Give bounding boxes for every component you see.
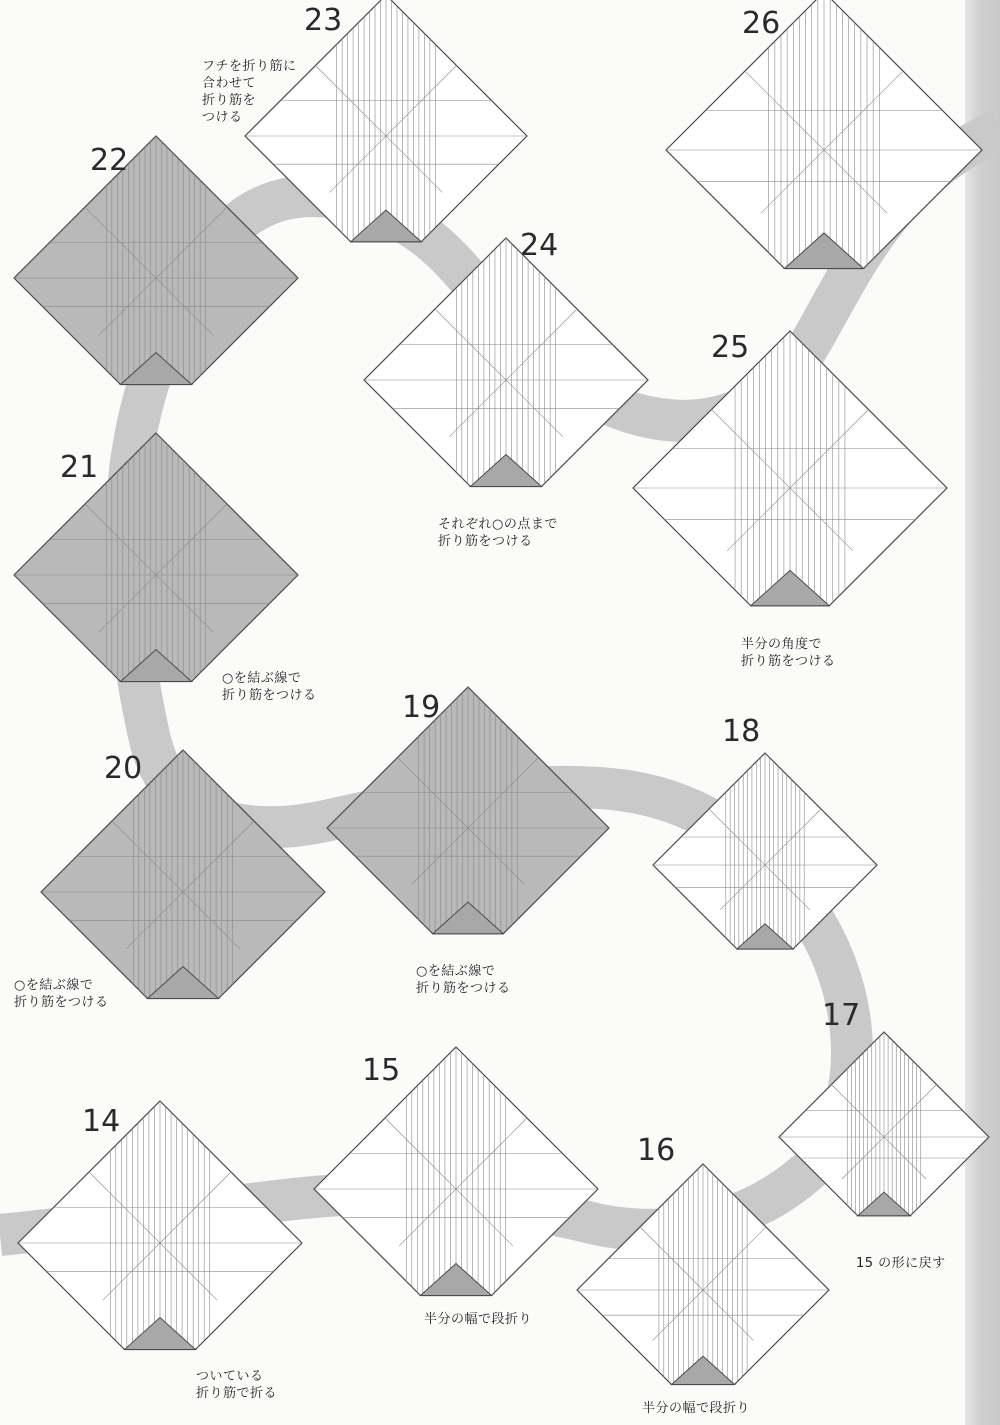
step-23-note: フチを折り筋に 合わせて 折り筋を つける — [202, 59, 297, 125]
step-18-number: 18 — [722, 714, 761, 749]
step-24-diagram — [364, 238, 648, 487]
step-15-diagram — [314, 1047, 598, 1296]
step-25-note: 半分の角度で 折り筋をつける — [741, 637, 836, 669]
step-16-number: 16 — [637, 1133, 676, 1168]
step-19-note: ○を結ぶ線で 折り筋をつける — [416, 964, 511, 996]
step-23-number: 23 — [304, 3, 343, 38]
step-21-diagram — [14, 433, 298, 682]
step-20-diagram — [41, 750, 325, 999]
step-18-diagram — [653, 753, 877, 949]
step-26-number: 26 — [742, 6, 781, 41]
step-14-diagram — [18, 1101, 302, 1350]
step-16-note: 半分の幅で段折り — [642, 1401, 751, 1416]
step-22-diagram — [14, 136, 298, 385]
step-17-number: 17 — [822, 998, 861, 1033]
step-21-number: 21 — [60, 450, 99, 485]
step-24-note: それぞれ○の点まで 折り筋をつける — [438, 517, 558, 549]
step-14-number: 14 — [82, 1104, 121, 1139]
step-15-note: 半分の幅で段折り — [424, 1312, 533, 1327]
step-20-number: 20 — [104, 751, 143, 786]
step-22-number: 22 — [90, 143, 129, 178]
step-26-diagram — [666, 0, 982, 269]
step-15-number: 15 — [362, 1053, 401, 1088]
step-25-diagram — [633, 331, 947, 606]
step-19-number: 19 — [402, 690, 441, 725]
step-20-note: ○を結ぶ線で 折り筋をつける — [14, 978, 109, 1010]
step-21-note: ○を結ぶ線で 折り筋をつける — [222, 671, 317, 703]
step-17-note: 15 の形に戻す — [856, 1256, 946, 1271]
step-19-diagram — [327, 687, 609, 934]
step-24-number: 24 — [520, 228, 559, 263]
step-14-note: ついている 折り筋で折る — [196, 1369, 278, 1401]
step-25-number: 25 — [711, 330, 750, 365]
